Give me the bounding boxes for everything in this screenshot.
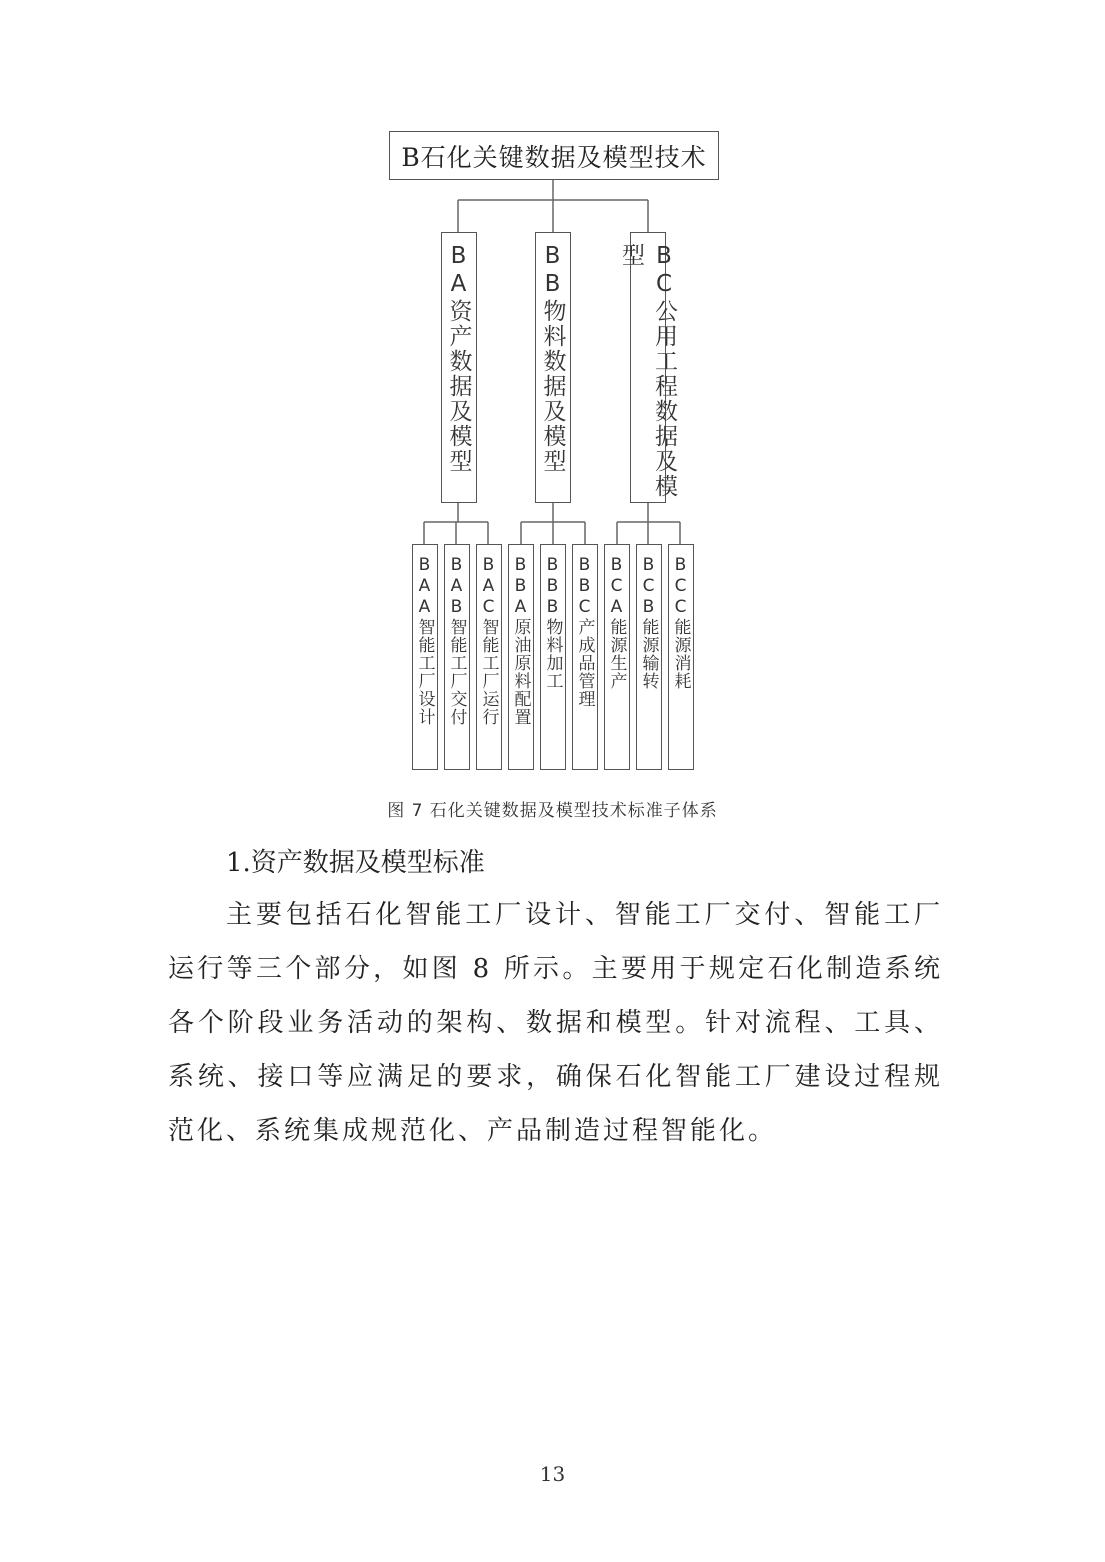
- node-label: BCB能源输转: [638, 555, 659, 690]
- body-paragraph: 主要包括石化智能工厂设计、智能工厂交付、智能工厂运行等三个部分，如图 8 所示。主要用于规定石化制造系统各个阶段业务活动的架构、数据和模型。针对流程、工具、系统、接口等应满足的要求，确保石化智能工厂建设过程规范化、系统集成规范化、产品制造过程智能化。: [168, 900, 943, 1146]
- node-label: BA资产数据及模型: [445, 243, 472, 474]
- node-bac: [476, 544, 502, 770]
- figure-caption: 图 7 石化关键数据及模型技术标准子体系: [387, 801, 718, 821]
- node-bcb: [636, 544, 662, 770]
- diagram-root-node: [389, 131, 719, 180]
- section-heading: 1.资产数据及模型标准: [226, 848, 485, 878]
- node-label: BBC产成品管理: [574, 555, 595, 708]
- node-bb-material-data-model: [535, 232, 571, 503]
- node-bc-utility-data-model: [618, 232, 677, 503]
- node-label: BCA能源生产: [606, 555, 627, 690]
- node-bcc: [668, 544, 694, 770]
- node-bba: [508, 544, 534, 770]
- node-baa: [412, 544, 438, 770]
- node-label: BAA智能工厂设计: [414, 555, 435, 726]
- node-label: BBB物料加工: [542, 555, 563, 690]
- node-bbc: [572, 544, 598, 770]
- node-label: BB物料数据及模型: [539, 243, 566, 474]
- node-label: BAB智能工厂交付: [446, 555, 467, 726]
- node-bca: [604, 544, 630, 770]
- node-label: BC公用工程数据及模型: [618, 243, 677, 499]
- root-node-label: B石化关键数据及模型技术: [401, 142, 707, 172]
- node-bab: [444, 544, 470, 770]
- node-bbb: [540, 544, 566, 770]
- node-label: BCC能源消耗: [670, 555, 691, 690]
- node-label: BBA原油原料配置: [510, 555, 531, 726]
- node-ba-asset-data-model: [441, 232, 477, 503]
- page-number: 13: [539, 1462, 566, 1486]
- node-label: BAC智能工厂运行: [478, 555, 499, 726]
